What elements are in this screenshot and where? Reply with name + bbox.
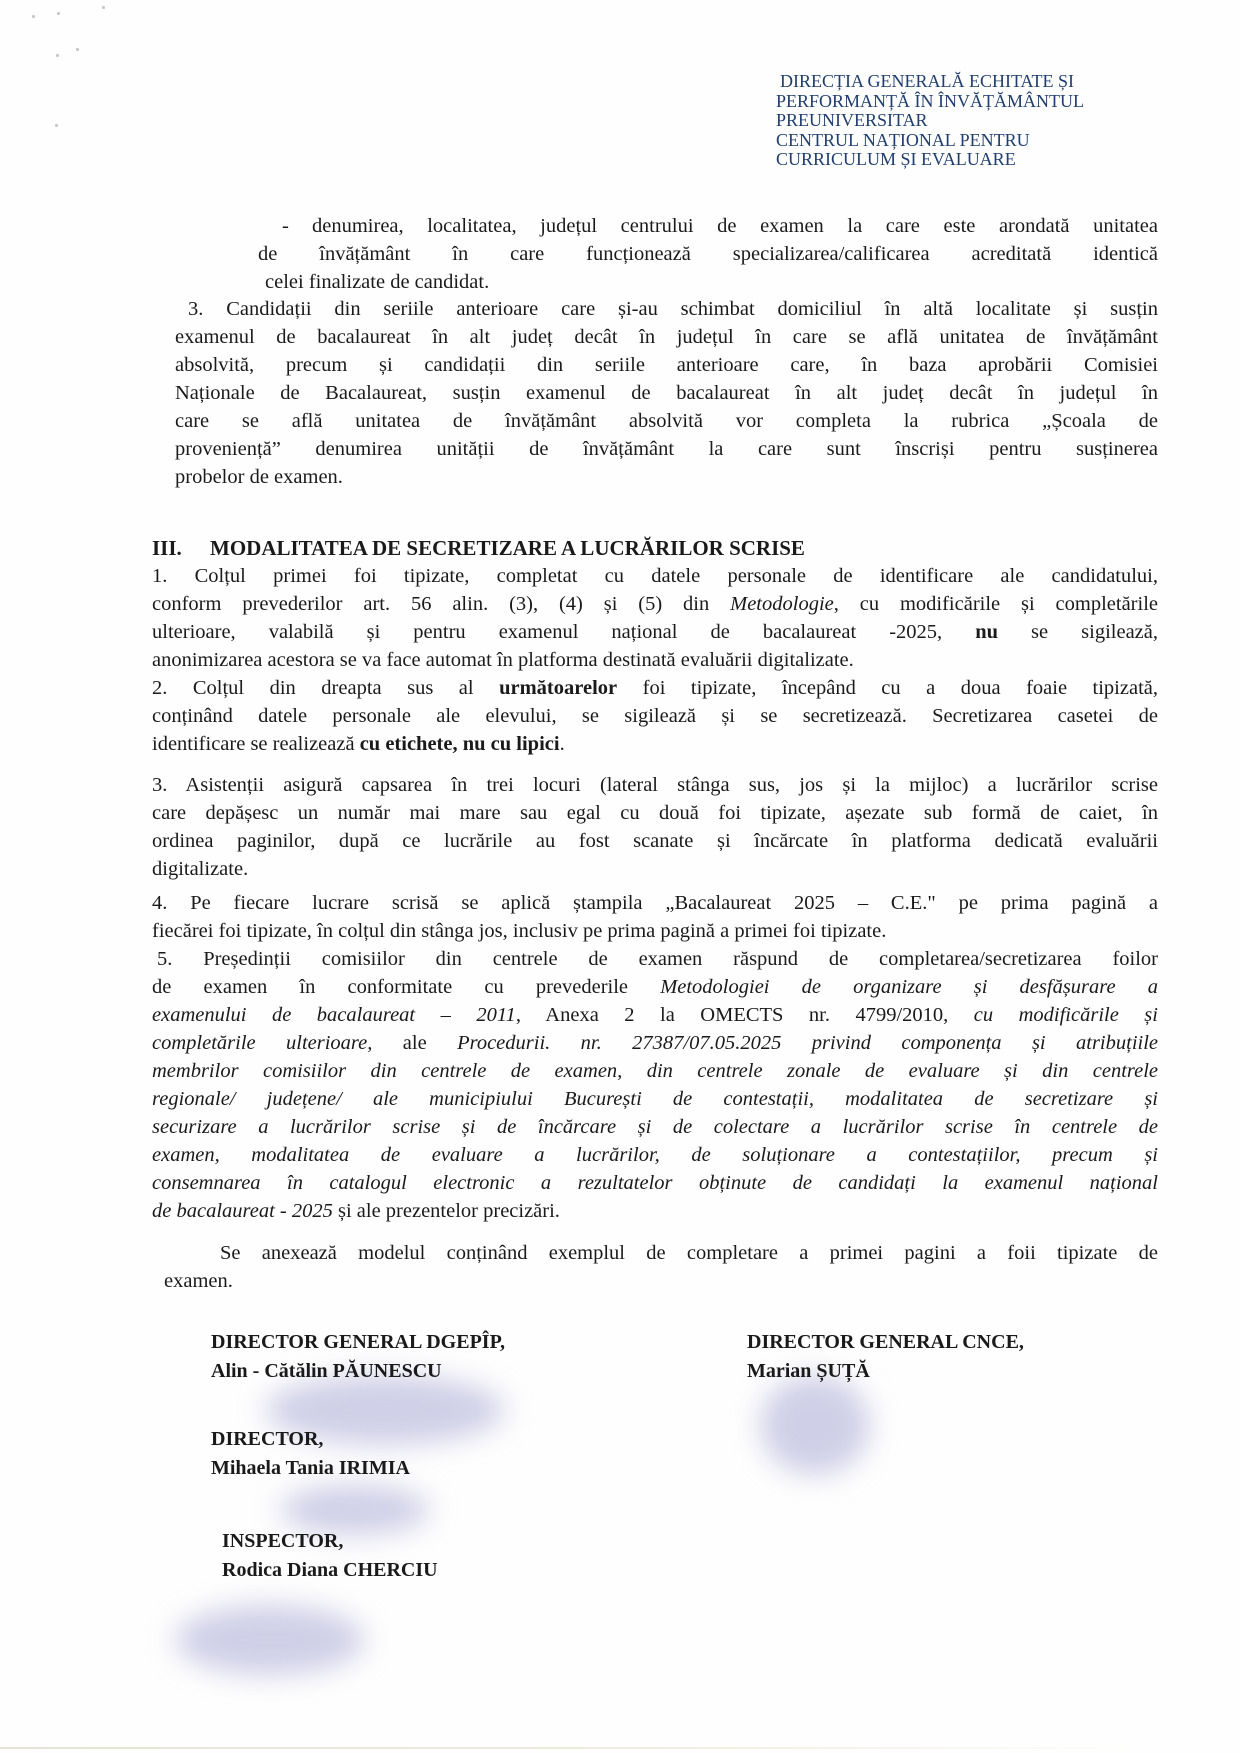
paragraph-line (152, 1198, 560, 1224)
signature-block-director (211, 1425, 410, 1483)
paragraph-line (152, 1030, 1158, 1056)
paragraph-line: digitalizate. (152, 858, 249, 880)
header-line: PERFORMANȚĂ ÎN ÎNVĂȚĂMÂNTUL (776, 90, 1084, 111)
paragraph-line (152, 974, 1158, 1000)
paragraph-line: 3. Asistenții asigură capsarea în trei locuri (lateral stânga sus, jos și la mijloc) a lucrărilor scrise (152, 774, 1158, 796)
paragraph-line: absolvită, precum și candidații din seriile anterioare care, în baza aprobării Comisiei (175, 354, 1158, 376)
paragraph-line: Se anexează modelul conținând exemplul de completare a primei pagini a foii tipizate de (220, 1242, 1158, 1264)
paragraph-line: consemnarea în catalogul electronic a rezultatelor obținute de candidați la examenul național (152, 1172, 1158, 1194)
paragraph-line: 4. Pe fiecare lucrare scrisă se aplică ștampila „Bacalaureat 2025 – C.E." pe prima pagină a (152, 892, 1158, 914)
paragraph-line: Naționale de Bacalaureat, susțin examenul de bacalaureat în alt județ decât în județul în (175, 382, 1158, 404)
signatory-name: Rodica Diana CHERCIU (222, 1559, 438, 1581)
paragraph-line: examen. (164, 1270, 233, 1292)
paragraph-line: fiecărei foi tipizate, în colțul din stânga jos, inclusiv pe prima pagină a primei foi tipizate. (152, 920, 887, 942)
header-line: PREUNIVERSITAR (776, 110, 928, 130)
signature-block-cnce (747, 1328, 1024, 1386)
paragraph-line: care se află unitatea de învățământ absolvită vor completa la rubrica „Școala de (175, 410, 1158, 432)
scan-speck (56, 54, 59, 57)
scan-speck (32, 15, 35, 18)
paragraph-line: examenul de bacalaureat în alt județ decât în județul în care se află unitatea de învățământ (175, 326, 1158, 348)
text-run: identificare se realizează (152, 733, 360, 755)
text-run: ulterioare, valabilă și pentru examenul național de bacalaureat -2025, (152, 621, 976, 643)
section-number: III. (152, 536, 182, 560)
scan-speck (76, 48, 79, 51)
text-run: și ale prezentelor precizări. (332, 1200, 560, 1222)
paragraph-line: ordinea paginilor, după ce lucrările au fost scanate și încărcate în platforma dedicată evaluării (152, 830, 1158, 852)
paragraph-line (152, 675, 1158, 701)
paragraph-line: 5. Președinții comisiilor din centrele de examen răspund de completarea/secretizarea foilor (157, 948, 1158, 970)
signatory-name: Mihaela Tania IRIMIA (211, 1457, 410, 1479)
signature-blur (760, 1375, 870, 1475)
paragraph-line (152, 619, 1158, 645)
scan-speck (102, 6, 105, 9)
paragraph-line: probelor de examen. (175, 466, 343, 488)
signatory-name: Alin - Cătălin PĂUNESCU (211, 1360, 442, 1382)
signature-block-inspector (222, 1527, 438, 1585)
bullet-line: denumirea, localitatea, județul centrului de examen la care este arondată unitatea (312, 215, 1158, 237)
signature-block-dgepip (211, 1328, 505, 1386)
paragraph-line: examen, modalitatea de evaluare a lucrărilor, de soluționare a contestațiilor, precum și (152, 1144, 1158, 1166)
text-run: foi tipizate, începând cu a doua foaie tipizată, (617, 677, 1158, 699)
bullet-marker: - (282, 215, 289, 237)
bullet-line: celei finalizate de candidat. (265, 271, 490, 293)
italic-run: Procedurii. nr. 27387/07.05.2025 privind componența și atribuțiile (457, 1032, 1159, 1054)
paragraph-line: conținând datele personale ale elevului, se sigilează și se secretizează. Secretizarea casetei de (152, 705, 1158, 727)
italic-run: de bacalaureat - 2025 (152, 1200, 333, 1222)
paragraph-line (152, 731, 565, 757)
section-heading (152, 535, 805, 561)
scan-speck (57, 12, 60, 15)
signature-blur (175, 1605, 365, 1675)
text-run: ale (372, 1032, 458, 1054)
signatory-role: INSPECTOR, (222, 1530, 344, 1552)
text-run: de examen în conformitate cu prevederile (152, 976, 661, 998)
institution-header (776, 72, 1084, 170)
bullet-line: de învățământ în care funcționează specializarea/calificarea acreditată identică (258, 243, 1158, 265)
paragraph-line: membrilor comisiilor din centrele de examen, din centrele zonale de evaluare și din centrele (152, 1060, 1158, 1082)
header-line: CURRICULUM ȘI EVALUARE (776, 149, 1016, 169)
paragraph-line (152, 1002, 1158, 1028)
paragraph-line: 3. Candidații din seriile anterioare care și-au schimbat domiciliul în altă localitate și susțin (188, 298, 1158, 320)
header-line: CENTRUL NAȚIONAL PENTRU (776, 129, 1030, 150)
italic-run: examenului de bacalaureat – 2011 (152, 1004, 516, 1026)
bold-run: nu (975, 621, 999, 643)
paragraph-line: 1. Colțul primei foi tipizate, completat cu datele personale de identificare ale candidatului, (152, 565, 1158, 587)
scan-bottom-edge (0, 1747, 1140, 1749)
text-run: conform prevederilor art. 56 alin. (3), (4) și (5) din (152, 593, 731, 615)
paragraph-line (152, 591, 1158, 617)
paragraph-line: securizare a lucrărilor scrise și de încărcare și de colectare a lucrărilor scrise în centrele de (152, 1116, 1158, 1138)
paragraph-line: anonimizarea acestora se va face automat în platforma destinată evaluării digitalizate. (152, 649, 854, 671)
section-title: MODALITATEA DE SECRETIZARE A LUCRĂRILOR SCRISE (210, 536, 805, 560)
bold-run: cu etichete, nu cu lipici (359, 733, 560, 755)
italic-run: cu modificările și (973, 1004, 1158, 1026)
paragraph-line: regionale/ județene/ ale municipiului București de contestații, modalitatea de secretizare și (152, 1088, 1158, 1110)
scan-speck (55, 124, 58, 127)
paragraph-line: care depășesc un număr mai mare sau egal cu două foi tipizate, așezate sub formă de caiet, în (152, 802, 1158, 824)
text-run: , cu modificările și completările (833, 593, 1158, 615)
italic-run: completările ulterioare, (152, 1032, 373, 1054)
signatory-role: DIRECTOR, (211, 1428, 324, 1450)
italic-run: Metodologiei de organizare și desfășurare a (660, 976, 1158, 998)
text-run: 2. Colțul din dreapta sus al (152, 677, 500, 699)
paragraph-line: proveniență” denumirea unității de învățământ la care sunt înscriși pentru susținerea (175, 438, 1158, 460)
text-run: , Anexa 2 la OMECTS nr. 4799/2010, (515, 1004, 974, 1026)
signatory-name: Marian ȘUȚĂ (747, 1360, 870, 1382)
bold-run: următoarelor (499, 677, 618, 699)
header-line: DIRECȚIA GENERALĂ ECHITATE ȘI (780, 71, 1075, 91)
text-run: se sigilează, (998, 621, 1158, 643)
italic-run: Metodologie (730, 593, 834, 615)
text-run: . (559, 733, 565, 755)
signatory-role: DIRECTOR GENERAL CNCE, (747, 1331, 1024, 1353)
signatory-role: DIRECTOR GENERAL DGEPÎP, (211, 1331, 505, 1353)
